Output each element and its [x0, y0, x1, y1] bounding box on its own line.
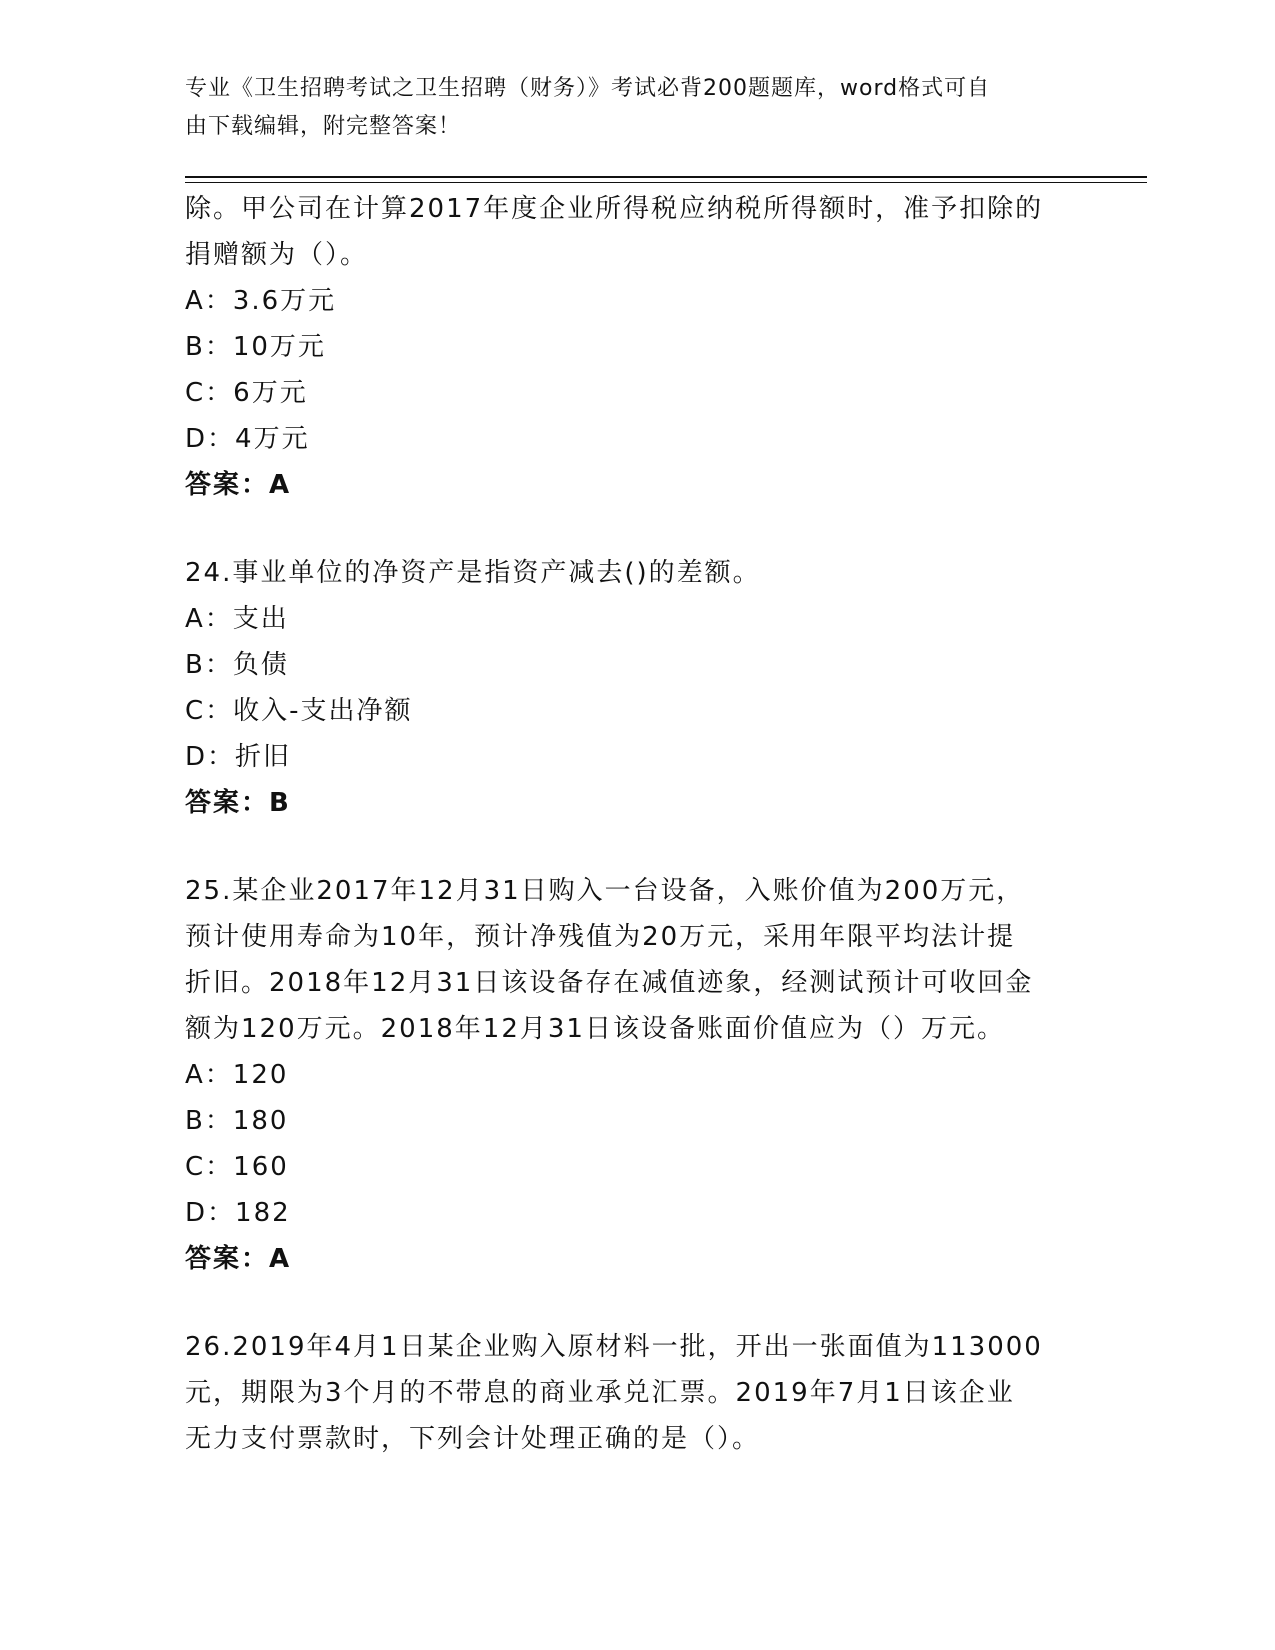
question-text-line: 捐赠额为（）。: [185, 240, 369, 270]
option-c: C：收入-支出净额: [185, 696, 413, 726]
question-text-line: 元，期限为3个月的不带息的商业承兑汇票。2019年7月1日该企业: [185, 1378, 1015, 1408]
header-line-2: 由下载编辑，附完整答案！: [185, 114, 462, 139]
option-d: D：182: [185, 1198, 291, 1228]
header-rule-thin: [185, 182, 1147, 183]
question-text-line: 26.2019年4月1日某企业购入原材料一批，开出一张面值为113000: [185, 1332, 1043, 1362]
answer-text: 答案：A: [185, 470, 292, 500]
question-text-line: 除。甲公司在计算2017年度企业所得税应纳税所得额时，准予扣除的: [185, 194, 1044, 224]
header-rule-thick: [185, 176, 1147, 178]
question-23: [185, 186, 1085, 508]
question-text-line: 额为120万元。2018年12月31日该设备账面价值应为（）万元。: [185, 1014, 1005, 1044]
spacer: [185, 508, 1085, 550]
option-b: B：负债: [185, 650, 289, 680]
option-c: C：160: [185, 1152, 289, 1182]
question-24: [185, 550, 1085, 826]
question-25: [185, 868, 1085, 1282]
question-26: [185, 1324, 1085, 1462]
question-text-line: 预计使用寿命为10年，预计净残值为20万元，采用年限平均法计提: [185, 922, 1016, 952]
option-b: B：180: [185, 1106, 289, 1136]
option-c: C：6万元: [185, 378, 308, 408]
option-d: D：4万元: [185, 424, 310, 454]
answer-text: 答案：B: [185, 788, 291, 818]
question-content: [185, 186, 1085, 1462]
question-text-line: 无力支付票款时，下列会计处理正确的是（）。: [185, 1424, 761, 1454]
question-text-line: 25.某企业2017年12月31日购入一台设备，入账价值为200万元，: [185, 876, 1025, 906]
question-text-line: 24.事业单位的净资产是指资产减去()的差额。: [185, 558, 761, 588]
question-text-line: 折旧。2018年12月31日该设备存在减值迹象，经测试预计可收回金: [185, 968, 1034, 998]
option-a: A：3.6万元: [185, 286, 337, 316]
answer-text: 答案：A: [185, 1244, 292, 1274]
option-a: A：支出: [185, 604, 289, 634]
option-a: A：120: [185, 1060, 289, 1090]
option-b: B：10万元: [185, 332, 326, 362]
document-header: [185, 70, 1065, 146]
header-line-1: 专业《卫生招聘考试之卫生招聘（财务）》考试必背200题题库，word格式可自: [185, 76, 991, 101]
spacer: [185, 1282, 1085, 1324]
option-d: D：折旧: [185, 742, 292, 772]
spacer: [185, 826, 1085, 868]
